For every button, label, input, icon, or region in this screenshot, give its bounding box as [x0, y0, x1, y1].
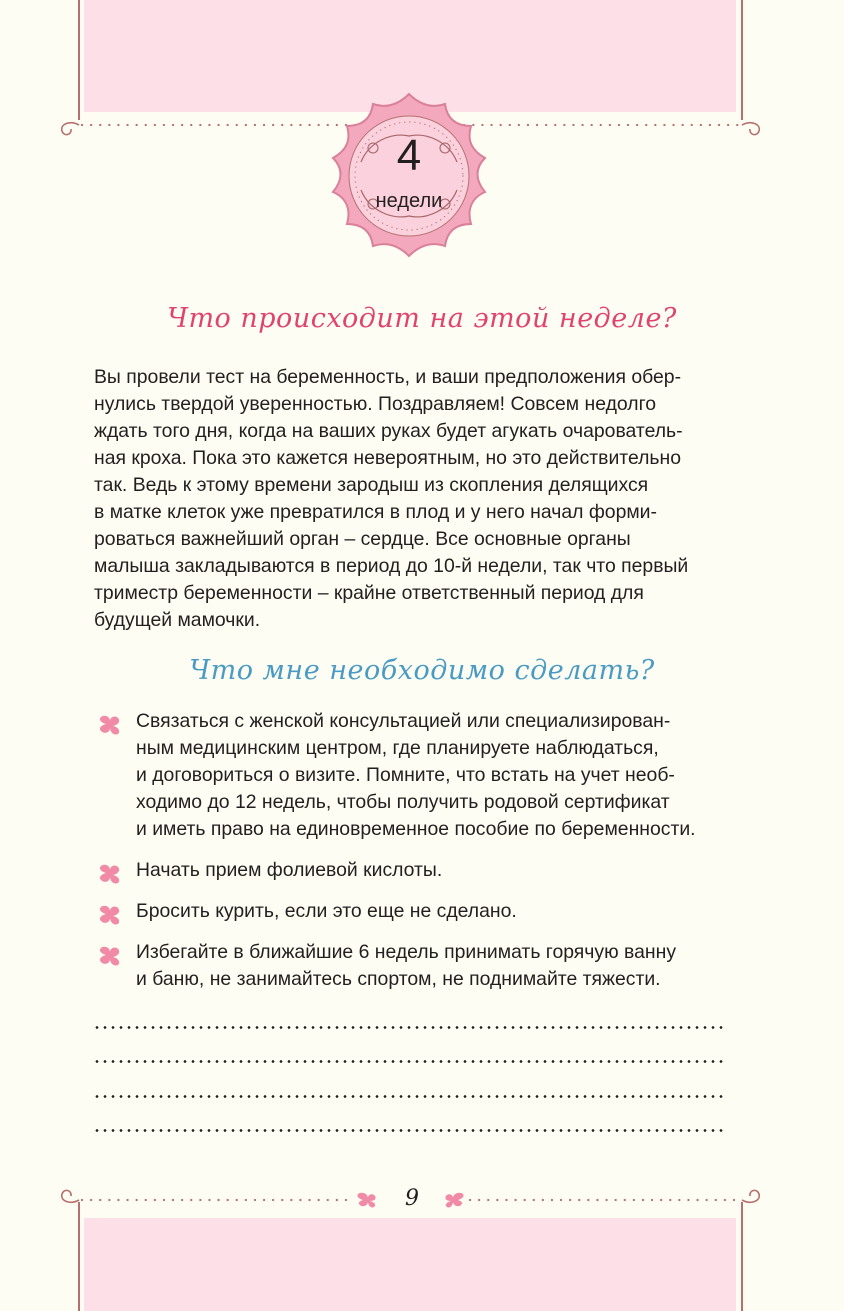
todo-list	[94, 708, 754, 993]
bottom-frame-right	[741, 1202, 743, 1311]
week-badge	[321, 92, 497, 268]
writing-line	[93, 1129, 725, 1132]
intro-line: будущей мамочки.	[94, 609, 261, 631]
intro-line: нулись твердой уверенностью. Поздравляем! Совсем недолго	[94, 393, 657, 415]
intro-line: Вы провели тест на беременность, и ваши предположения обер-	[94, 366, 682, 388]
bottom-frame-left	[78, 1202, 80, 1311]
intro-line: ная кроха. Пока это кажется невероятным, но это действительно	[94, 447, 682, 469]
todo-line: и договориться о визите. Помните, что встать на учет необ-	[136, 764, 675, 786]
heading-todo: Что мне необходимо сделать?	[189, 655, 655, 686]
heart-petal-icon	[98, 903, 124, 925]
writing-line	[93, 1026, 725, 1029]
heart-petal-icon	[98, 862, 124, 884]
todo-item	[94, 708, 754, 843]
heading-what-happens: Что происходит на этой неделе?	[167, 303, 677, 334]
todo-item	[94, 898, 754, 925]
todo-line: Связаться с женской консультацией или специализирован-	[136, 710, 671, 732]
top-frame-right	[741, 0, 743, 120]
intro-paragraph	[94, 364, 734, 634]
todo-line: и иметь право на единовременное пособие по беременности.	[136, 818, 696, 840]
intro-line: роваться важнейший орган – сердце. Все основные органы	[94, 528, 631, 550]
intro-line: ждать того дня, когда на ваших руках будет агукать очарователь-	[94, 420, 683, 442]
intro-line: так. Ведь к этому времени зародыш из скопления делящихся	[94, 474, 649, 496]
todo-item	[94, 939, 754, 993]
todo-line: и баню, не занимайтесь спортом, не поднимайте тяжести.	[136, 968, 661, 990]
intro-line: в матке клеток уже превратился в плод и у него начал форми-	[94, 501, 657, 523]
todo-line: Избегайте в ближайшие 6 недель принимать горячую ванну	[136, 941, 677, 963]
todo-line: ным медицинским центром, где планируете наблюдаться,	[136, 737, 659, 759]
writing-line	[93, 1095, 725, 1098]
todo-line: Начать прием фолиевой кислоты.	[136, 859, 443, 881]
top-frame-left	[78, 0, 80, 120]
heart-petal-icon	[98, 944, 124, 966]
bottom-pink-panel	[84, 1218, 736, 1311]
week-number: 4	[396, 131, 422, 180]
intro-line: малыша закладываются в период до 10-й недели, так что первый	[94, 555, 689, 577]
todo-item	[94, 857, 754, 884]
todo-line: Бросить курить, если это еще не сделано.	[136, 900, 517, 922]
week-label: недели	[375, 190, 443, 212]
heart-petal-icon	[98, 713, 124, 735]
writing-line	[93, 1060, 725, 1063]
scalloped-rosette-icon	[321, 92, 497, 268]
intro-line: триместр беременности – крайне ответственный период для	[94, 582, 644, 604]
page-number: 9	[405, 1186, 419, 1211]
todo-line: ходимо до 12 недель, чтобы получить родовой сертификат	[136, 791, 670, 813]
